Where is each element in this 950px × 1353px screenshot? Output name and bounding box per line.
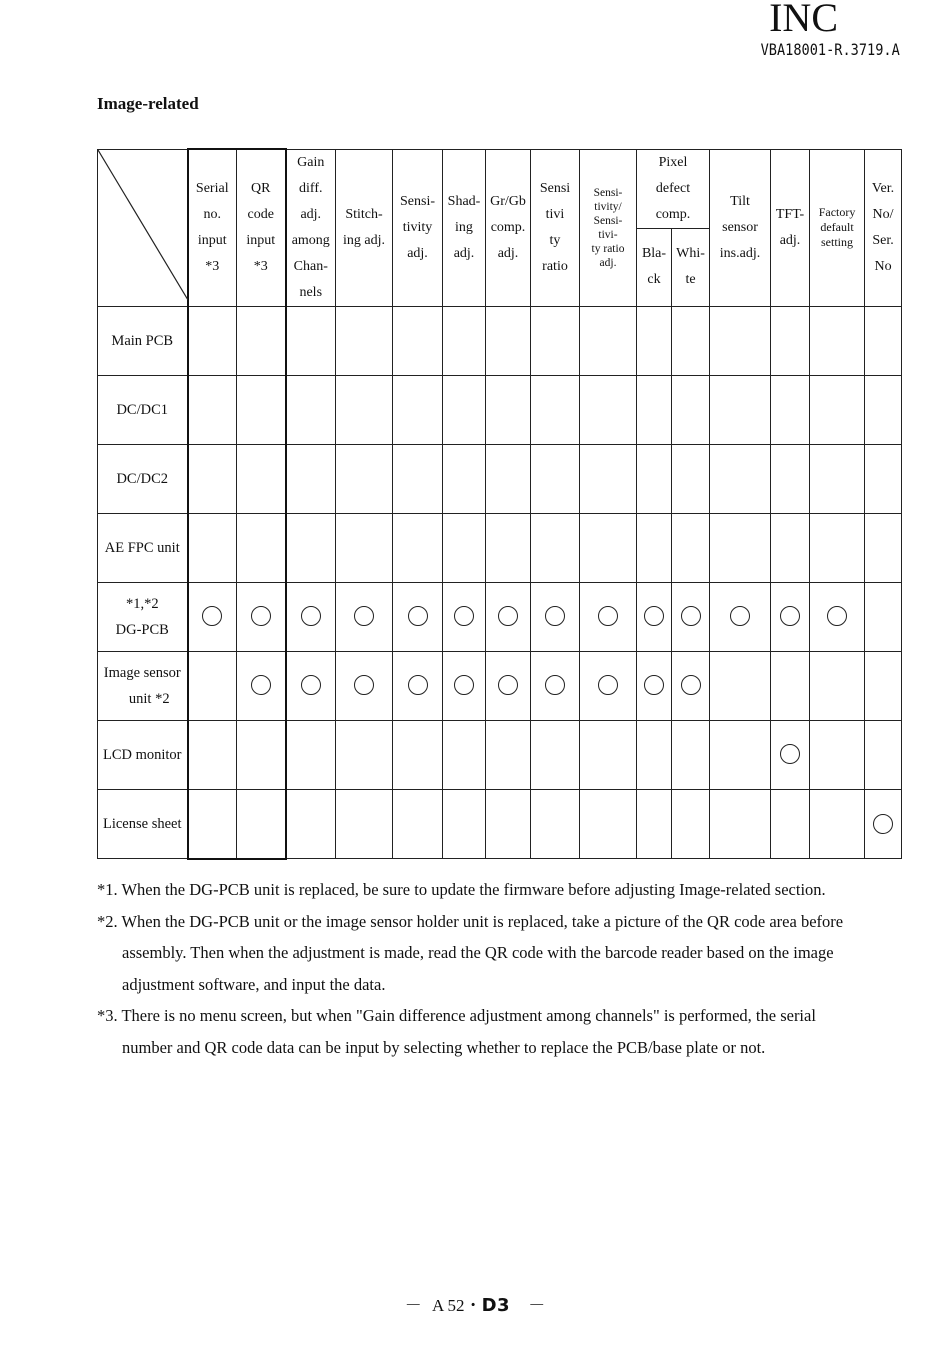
footnote <box>97 906 917 1001</box>
row-label <box>98 306 188 375</box>
matrix-cell <box>286 513 336 582</box>
matrix-cell <box>771 306 810 375</box>
matrix-cell <box>580 720 637 789</box>
col-header-line: Tilt <box>730 193 750 209</box>
matrix-cell <box>865 651 902 720</box>
col-header-line: ing adj. <box>343 232 385 248</box>
matrix-cell <box>237 513 286 582</box>
row-label <box>98 513 188 582</box>
matrix-cell <box>580 444 637 513</box>
col-header-line: Bla- <box>641 246 667 261</box>
matrix-cell <box>393 651 443 720</box>
col-header-line: Gain <box>297 154 325 170</box>
matrix-cell <box>672 720 710 789</box>
matrix-cell <box>393 789 443 859</box>
matrix-cell <box>771 720 810 789</box>
matrix-cell <box>188 582 237 651</box>
col-header-line: No <box>874 258 892 274</box>
row-label <box>98 375 188 444</box>
matrix-cell <box>531 789 580 859</box>
matrix-cell <box>672 789 710 859</box>
circle-mark-icon <box>644 675 664 695</box>
col-header-line: Ser. <box>872 232 894 248</box>
circle-mark-icon <box>408 675 428 695</box>
matrix-cell <box>580 582 637 651</box>
col-header-ver-no <box>865 149 902 306</box>
matrix-cell <box>810 582 865 651</box>
matrix-cell <box>810 444 865 513</box>
section-title: Image-related <box>97 94 199 113</box>
col-header-line: te <box>685 272 696 287</box>
row-label-line: DG-PCB <box>115 621 169 638</box>
col-header-line: ins.adj. <box>719 245 761 261</box>
matrix-cell <box>336 306 393 375</box>
matrix-cell <box>771 582 810 651</box>
matrix-cell <box>286 720 336 789</box>
col-header-sensitivity-ratio <box>531 149 580 306</box>
matrix-cell <box>810 375 865 444</box>
matrix-cell <box>810 513 865 582</box>
circle-mark-icon <box>827 606 847 626</box>
col-header-line: adj. <box>453 245 475 261</box>
circle-mark-icon <box>454 675 474 695</box>
matrix-cell <box>443 789 486 859</box>
circle-mark-icon <box>873 814 893 834</box>
row-label <box>98 789 188 859</box>
matrix-cell <box>710 651 771 720</box>
col-header-line: tivity <box>402 219 433 235</box>
matrix-cell <box>443 375 486 444</box>
row-label <box>98 720 188 789</box>
col-header-line: No/ <box>872 206 894 222</box>
col-header-white <box>672 228 710 306</box>
matrix-cell <box>672 375 710 444</box>
matrix-cell <box>580 789 637 859</box>
circle-mark-icon <box>354 675 374 695</box>
col-header-line: ck <box>647 272 661 287</box>
matrix-cell <box>443 306 486 375</box>
footnote <box>97 874 917 906</box>
model-mark: D3 <box>481 1295 511 1316</box>
matrix-cell <box>531 444 580 513</box>
row-label-line: unit *2 <box>128 690 170 707</box>
matrix-cell <box>286 651 336 720</box>
col-header-line: Factory <box>818 205 856 219</box>
circle-mark-icon <box>498 675 518 695</box>
row-label-line: License sheet <box>102 815 182 832</box>
matrix-cell <box>531 375 580 444</box>
matrix-cell <box>393 513 443 582</box>
matrix-cell <box>286 444 336 513</box>
matrix-cell <box>637 306 672 375</box>
matrix-cell <box>237 444 286 513</box>
footnote-first-line: *1. When the DG-PCB unit is replaced, be sure to update the firmware before adjusting Image-related section. <box>97 880 826 899</box>
matrix-cell <box>810 720 865 789</box>
col-header-line: no. <box>203 206 221 222</box>
corner-diagonal-cell <box>98 149 188 306</box>
matrix-cell <box>637 720 672 789</box>
matrix-cell <box>188 306 237 375</box>
matrix-cell <box>771 789 810 859</box>
matrix-cell <box>672 513 710 582</box>
matrix-cell <box>443 444 486 513</box>
table-row <box>98 375 902 444</box>
col-header-gain <box>286 149 336 306</box>
matrix-cell <box>531 513 580 582</box>
matrix-cell <box>637 375 672 444</box>
col-header-line: Serial <box>195 180 229 196</box>
pixel-group-line: Pixel <box>658 154 688 170</box>
diagonal-line-icon <box>98 150 188 300</box>
pixel-group-line: comp. <box>655 206 691 222</box>
circle-mark-icon <box>408 606 428 626</box>
col-header-sensitivity-ratio-adj <box>580 149 637 306</box>
footnote-first-line: *2. When the DG-PCB unit or the image sensor holder unit is replaced, take a picture of the QR code area before <box>97 911 844 931</box>
matrix-cell <box>486 582 531 651</box>
col-header-stitch <box>336 149 393 306</box>
col-header-tft <box>771 149 810 306</box>
matrix-cell <box>336 375 393 444</box>
table-row <box>98 720 902 789</box>
matrix-cell <box>286 582 336 651</box>
col-header-line: ty ratio <box>591 242 625 255</box>
matrix-cell <box>672 651 710 720</box>
circle-mark-icon <box>780 606 800 626</box>
col-header-line: Gr/Gb <box>490 193 526 209</box>
table-row <box>98 651 902 720</box>
matrix-cell <box>531 720 580 789</box>
matrix-cell <box>393 582 443 651</box>
circle-mark-icon <box>202 606 222 626</box>
matrix-cell <box>237 375 286 444</box>
matrix-cell <box>237 789 286 859</box>
row-label-line: *1,*2 <box>125 595 159 612</box>
col-header-black <box>637 228 672 306</box>
col-header-line: TFT- <box>775 206 805 222</box>
row-label-line: Image sensor <box>103 664 181 681</box>
matrix-cell <box>810 651 865 720</box>
col-header-line: ratio <box>542 258 568 274</box>
col-header-line: Stitch- <box>345 206 383 222</box>
matrix-cell <box>188 789 237 859</box>
matrix-cell <box>531 582 580 651</box>
matrix-cell <box>865 444 902 513</box>
col-header-factory-default <box>810 149 865 306</box>
footer-dot: ・ <box>464 1296 482 1315</box>
matrix-cell <box>486 444 531 513</box>
table-row <box>98 582 902 651</box>
col-header-line: adj. <box>599 256 617 269</box>
row-label-line: DC/DC1 <box>116 401 169 418</box>
circle-mark-icon <box>598 675 618 695</box>
circle-mark-icon <box>354 606 374 626</box>
matrix-cell <box>237 720 286 789</box>
row-label <box>98 651 188 720</box>
matrix-cell <box>710 375 771 444</box>
footer-dash-left: － <box>404 1296 422 1315</box>
matrix-cell <box>286 375 336 444</box>
matrix-cell <box>771 375 810 444</box>
matrix-cell <box>188 720 237 789</box>
matrix-cell <box>336 651 393 720</box>
matrix-cell <box>443 513 486 582</box>
circle-mark-icon <box>644 606 664 626</box>
matrix-cell <box>771 444 810 513</box>
col-header-line: input <box>197 232 227 248</box>
table-row <box>98 513 902 582</box>
matrix-cell <box>580 513 637 582</box>
matrix-cell <box>580 306 637 375</box>
col-header-line: diff. <box>299 180 323 196</box>
matrix-cell <box>531 651 580 720</box>
footnote-first-line: *3. There is no menu screen, but when "Gain difference adjustment among channels" is performed, the serial <box>97 1006 816 1025</box>
circle-mark-icon <box>730 606 750 626</box>
matrix-cell <box>637 651 672 720</box>
matrix-cell <box>865 375 902 444</box>
col-header-line: adj. <box>407 245 428 261</box>
col-header-line: sensor <box>722 219 758 235</box>
col-header-tilt <box>710 149 771 306</box>
matrix-cell <box>710 513 771 582</box>
matrix-cell <box>865 513 902 582</box>
matrix-cell <box>237 306 286 375</box>
footnote-continuation: number and QR code data can be input by selecting whether to replace the PCB/base plate or not. <box>122 1037 766 1057</box>
circle-mark-icon <box>598 606 618 626</box>
matrix-cell <box>393 444 443 513</box>
matrix-cell <box>237 651 286 720</box>
circle-mark-icon <box>545 606 565 626</box>
col-group-pixel-defect <box>637 149 710 228</box>
matrix-cell <box>771 513 810 582</box>
matrix-cell <box>336 789 393 859</box>
matrix-cell <box>336 720 393 789</box>
matrix-cell <box>188 651 237 720</box>
circle-mark-icon <box>681 675 701 695</box>
matrix-cell <box>393 720 443 789</box>
matrix-cell <box>188 444 237 513</box>
col-header-shading <box>443 149 486 306</box>
matrix-cell <box>865 582 902 651</box>
row-label-line: Main PCB <box>111 332 174 349</box>
footnote-continuation: adjustment software, and input the data. <box>122 974 386 994</box>
matrix-cell <box>865 306 902 375</box>
matrix-cell <box>865 720 902 789</box>
document-number: VBA18001-R.3719.A <box>760 40 900 59</box>
matrix-cell <box>486 513 531 582</box>
matrix-cell <box>486 651 531 720</box>
col-header-line: among <box>291 232 330 248</box>
col-header-line: Whi- <box>676 246 705 261</box>
matrix-cell <box>486 306 531 375</box>
col-header-line: adj. <box>779 232 801 248</box>
table-body <box>98 306 902 859</box>
matrix-cell <box>336 444 393 513</box>
page-number: A 52 <box>431 1296 465 1315</box>
row-label-line: DC/DC2 <box>116 470 169 487</box>
col-header-line: Sensi- <box>593 186 623 199</box>
col-header-line: Ver. <box>871 180 895 196</box>
table-row <box>98 306 902 375</box>
matrix-cell <box>393 375 443 444</box>
matrix-cell <box>672 306 710 375</box>
footnote-continuation: assembly. Then when the adjustment is made, read the QR code with the barcode reader based on the image <box>122 943 834 962</box>
adjustment-matrix-table <box>97 148 902 860</box>
table-row <box>98 789 902 859</box>
matrix-cell <box>443 582 486 651</box>
matrix-cell <box>393 306 443 375</box>
circle-mark-icon <box>454 606 474 626</box>
col-header-line: default <box>820 220 854 234</box>
matrix-cell <box>710 582 771 651</box>
col-header-line: Sensi- <box>593 214 623 227</box>
col-header-line: *3 <box>205 258 220 274</box>
matrix-cell <box>810 789 865 859</box>
row-label <box>98 582 188 651</box>
matrix-cell <box>771 651 810 720</box>
footnotes <box>97 874 917 1063</box>
circle-mark-icon <box>251 606 271 626</box>
pixel-group-line: defect <box>655 180 691 196</box>
circle-mark-icon <box>681 606 701 626</box>
col-header-serial <box>188 149 237 306</box>
matrix-cell <box>710 444 771 513</box>
col-header-sensitivity-adj <box>393 149 443 306</box>
matrix-cell <box>637 513 672 582</box>
row-label-line: AE FPC unit <box>104 539 180 556</box>
matrix-cell <box>486 720 531 789</box>
col-header-line: input <box>246 232 276 248</box>
col-header-line: *3 <box>253 258 268 274</box>
table-row <box>98 444 902 513</box>
matrix-cell <box>710 720 771 789</box>
col-header-line: ty <box>549 232 561 248</box>
page-footer <box>0 1291 950 1316</box>
circle-mark-icon <box>301 675 321 695</box>
matrix-cell <box>443 720 486 789</box>
row-label <box>98 444 188 513</box>
matrix-cell <box>486 375 531 444</box>
matrix-cell <box>865 789 902 859</box>
circle-mark-icon <box>301 606 321 626</box>
col-header-line: adj. <box>300 206 322 222</box>
matrix-cell <box>637 444 672 513</box>
matrix-cell <box>580 375 637 444</box>
col-header-line: Shad- <box>447 193 481 209</box>
matrix-cell <box>237 582 286 651</box>
matrix-cell <box>336 513 393 582</box>
matrix-cell <box>637 582 672 651</box>
matrix-cell <box>810 306 865 375</box>
col-header-line: tivi <box>545 206 565 222</box>
matrix-cell <box>531 306 580 375</box>
matrix-cell <box>286 789 336 859</box>
matrix-cell <box>672 582 710 651</box>
matrix-cell <box>637 789 672 859</box>
footer-dash-right: － <box>528 1296 546 1315</box>
circle-mark-icon <box>498 606 518 626</box>
col-header-grgb <box>486 149 531 306</box>
col-header-line: setting <box>821 235 854 249</box>
col-header-line: Sensi- <box>400 193 435 209</box>
footnote <box>97 1000 917 1063</box>
matrix-cell <box>286 306 336 375</box>
col-header-line: nels <box>299 284 323 300</box>
row-label-line: LCD monitor <box>102 746 182 763</box>
col-header-line: ing <box>455 219 473 235</box>
matrix-cell <box>188 513 237 582</box>
matrix-cell <box>710 789 771 859</box>
circle-mark-icon <box>251 675 271 695</box>
col-header-line: tivity/ <box>594 200 622 213</box>
matrix-cell <box>710 306 771 375</box>
matrix-cell <box>188 375 237 444</box>
col-header-qr <box>237 149 286 306</box>
matrix-cell <box>486 789 531 859</box>
matrix-cell <box>336 582 393 651</box>
col-header-line: Chan- <box>293 258 328 274</box>
matrix-cell <box>443 651 486 720</box>
circle-mark-icon <box>780 744 800 764</box>
circle-mark-icon <box>545 675 565 695</box>
col-header-line: comp. <box>490 219 526 235</box>
col-header-line: tivi- <box>598 228 618 241</box>
table-header <box>98 149 902 306</box>
col-header-line: QR <box>251 180 271 196</box>
company-name: INC <box>769 0 838 40</box>
matrix-cell <box>672 444 710 513</box>
col-header-line: Sensi <box>539 180 571 196</box>
matrix-cell <box>580 651 637 720</box>
col-header-line: code <box>247 206 274 222</box>
col-header-line: adj. <box>497 245 519 261</box>
